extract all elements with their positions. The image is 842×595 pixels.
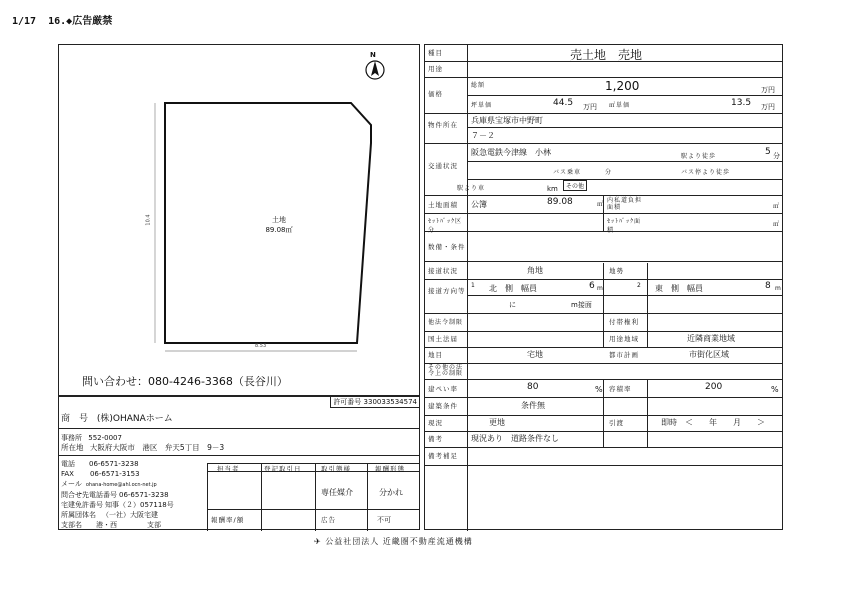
legal-limit-label: その他の法令上の制限 [428, 364, 464, 377]
license-label: 宅建免許番号 [61, 501, 103, 509]
bus-walk-label: バス停より徒歩 [681, 169, 731, 176]
lot-area: 89.08㎡ [265, 226, 293, 234]
type-label: 種目 [428, 49, 443, 57]
build-cond-value: 条件無 [521, 401, 545, 410]
far-unit: % [771, 385, 779, 394]
mail: ohana-home@ahl.ocn-net.jp [85, 482, 157, 488]
tsubo-value: 44.5 [553, 98, 574, 108]
m2-value: 13.5 [731, 98, 752, 108]
zoning-value: 近隣商業地域 [687, 334, 735, 343]
price-unit: 万円 [761, 86, 775, 94]
license-number: 知事（２）057118号 [105, 501, 174, 509]
road2-number: 2 [637, 282, 641, 289]
location-line-2: ７－２ [471, 131, 495, 140]
zoning-label: 用途地域 [609, 335, 639, 343]
status-label: 現況 [428, 419, 443, 427]
page-header [12, 12, 112, 27]
contact-line: 問い合わせ：080-4246-3368（長谷川） [82, 375, 288, 388]
inquiry-tel: 06-6571-3238 [119, 491, 169, 499]
mode-value: 専任媒介 [321, 488, 353, 497]
dim-left: 10.4 [145, 214, 152, 226]
branch: 港・西 [96, 521, 117, 529]
city-plan-label: 都市計画 [609, 351, 639, 359]
road-status-value: 角地 [527, 266, 543, 275]
assoc: （一社）大阪宅建 [102, 511, 158, 519]
handover-value: 即時 ＜ 年 月 ＞ [661, 418, 765, 427]
private-road-unit: ㎡ [773, 203, 780, 210]
road2-direction: 東 側 幅員 [655, 284, 703, 293]
page-number: 1/17 [12, 16, 37, 27]
walk-value: 5 [765, 147, 771, 157]
tel: 06-6571-3238 [89, 460, 139, 468]
fax-label: FAX [61, 470, 74, 478]
chimoku-label: 地目 [428, 351, 443, 359]
land-area-unit: ㎡ [597, 201, 604, 208]
assoc-label: 所属団体名 [61, 511, 96, 519]
road2-width: 8 [765, 281, 771, 291]
dim-bottom: 8.53 [255, 343, 267, 349]
map-panel [58, 44, 420, 396]
north-label: N [370, 51, 376, 59]
road2-unit: m [775, 285, 781, 292]
car-unit: km [547, 185, 558, 193]
price-sub-label: 総額 [471, 82, 486, 89]
branch-label: 支部名 [61, 521, 82, 529]
city-plan-value: 市街化区域 [689, 350, 729, 359]
col-date: 登記取引日 [264, 465, 302, 473]
national-land-label: 国土法届 [428, 335, 458, 343]
trade-name: (株)OHANAホーム [96, 414, 173, 424]
car-label: 駅より車 [457, 185, 486, 192]
trade-name-row [61, 411, 173, 424]
col-fee: 報酬形態 [375, 465, 405, 473]
reward-label: 報酬率/額 [211, 516, 245, 524]
other-label: その他 [563, 180, 587, 191]
listing-id: 16.◆広告厳禁 [48, 16, 113, 27]
permit-label: 許可番号 [333, 398, 362, 406]
remarks-label: 備考 [428, 435, 443, 443]
road1-direction: 北 側 幅員 [489, 284, 537, 293]
far-value: 200 [705, 382, 723, 392]
road1-width: 6 [589, 281, 595, 291]
location-line-1: 兵庫県宝塚市中野町 [471, 116, 543, 125]
trade-label: 商 号 [61, 414, 89, 424]
line-station: 阪急電鉄今津線 小林 [471, 148, 551, 157]
col-mode: 取引態様 [321, 465, 351, 473]
ad-label: 広告 [321, 516, 336, 524]
road1-sub2: m接面 [571, 301, 592, 309]
spec-table [424, 44, 783, 530]
address: 大阪府大阪市 港区 弁天5丁目 9－3 [89, 443, 225, 452]
fee-value: 分かれ [379, 488, 403, 497]
contact-block [61, 459, 174, 530]
permit-number: 330033534574 [363, 398, 417, 406]
setback-label: ｾｯﾄﾊﾞｯｸ区分 [428, 218, 463, 234]
remarks2-label: 備考補足 [428, 452, 458, 460]
tsubo-label: 坪単価 [471, 102, 493, 109]
office-label: 事務所 [61, 434, 82, 442]
private-road-label: 内私道負担面積 [607, 197, 643, 211]
bus-label: バス乗車 [553, 169, 582, 176]
inquiry-label: 問合せ先電話番号 [61, 491, 117, 499]
bcr-unit: % [595, 385, 603, 394]
far-label: 容積率 [609, 385, 632, 393]
permit-box [330, 396, 419, 408]
mail-label: メール [61, 480, 82, 488]
chimoku-value: 宅地 [527, 350, 543, 359]
road1-unit: m [597, 285, 603, 292]
build-cond-label: 建築条件 [428, 402, 458, 410]
tel-label: 電話 [61, 460, 75, 468]
postal-code: 552-0007 [88, 434, 122, 442]
use-label: 用途 [428, 65, 443, 73]
tsubo-unit: 万円 [583, 103, 597, 111]
logo-icon: ✈ [314, 537, 322, 546]
address-label: 所在地 [61, 443, 84, 452]
col-staff: 担当者 [217, 465, 240, 473]
walk-unit: 分 [773, 152, 780, 160]
land-area-value: 89.08 [547, 197, 573, 207]
ad-value: 不可 [377, 516, 391, 524]
fax: 06-6571-3153 [89, 470, 140, 478]
address-row [61, 442, 224, 453]
other-law-label: 他法令制限 [428, 319, 464, 326]
road-direction-label: 接道方向等 [428, 287, 466, 295]
traffic-label: 交通状況 [428, 162, 458, 170]
walk-label: 駅より徒歩 [681, 153, 717, 160]
footer-org [314, 536, 473, 547]
road1-number: 1 [471, 282, 475, 289]
land-shape-label: 地勢 [609, 267, 624, 275]
branch-suffix: 支部 [147, 521, 161, 529]
setback-unit: ㎡ [773, 221, 780, 228]
lot-label [239, 215, 319, 235]
setback-area-label: ｾｯﾄﾊﾞｯｸ面積 [607, 218, 642, 234]
area-mark-label: 付帯権利 [609, 318, 639, 326]
price-value: 1,200 [605, 79, 640, 93]
company-panel [58, 396, 420, 530]
type-value: 売土地 売地 [570, 48, 643, 62]
m2-unit: 万円 [761, 103, 775, 111]
price-label: 価格 [428, 90, 443, 98]
road1-sub: に [509, 301, 516, 309]
m2-label: ㎡単価 [609, 102, 631, 109]
footer-org-name: 公益社団法人 近畿圏不動産流通機構 [325, 537, 473, 546]
handover-label: 引渡 [609, 419, 624, 427]
land-area-label: 土地面積 [428, 201, 458, 209]
remarks-value: 現況あり 道路条件なし [471, 434, 559, 443]
status-value: 更地 [489, 418, 505, 427]
conditions-label: 数備・条件 [428, 243, 466, 251]
bus-minutes: 分 [605, 169, 613, 176]
bcr-value: 80 [527, 382, 539, 392]
location-label: 物件所在 [428, 121, 458, 129]
lot-name: 土地 [272, 216, 286, 224]
land-kind: 公簿 [471, 200, 487, 209]
road-status-label: 接道状況 [428, 267, 458, 275]
bcr-label: 建ぺい率 [428, 385, 458, 393]
